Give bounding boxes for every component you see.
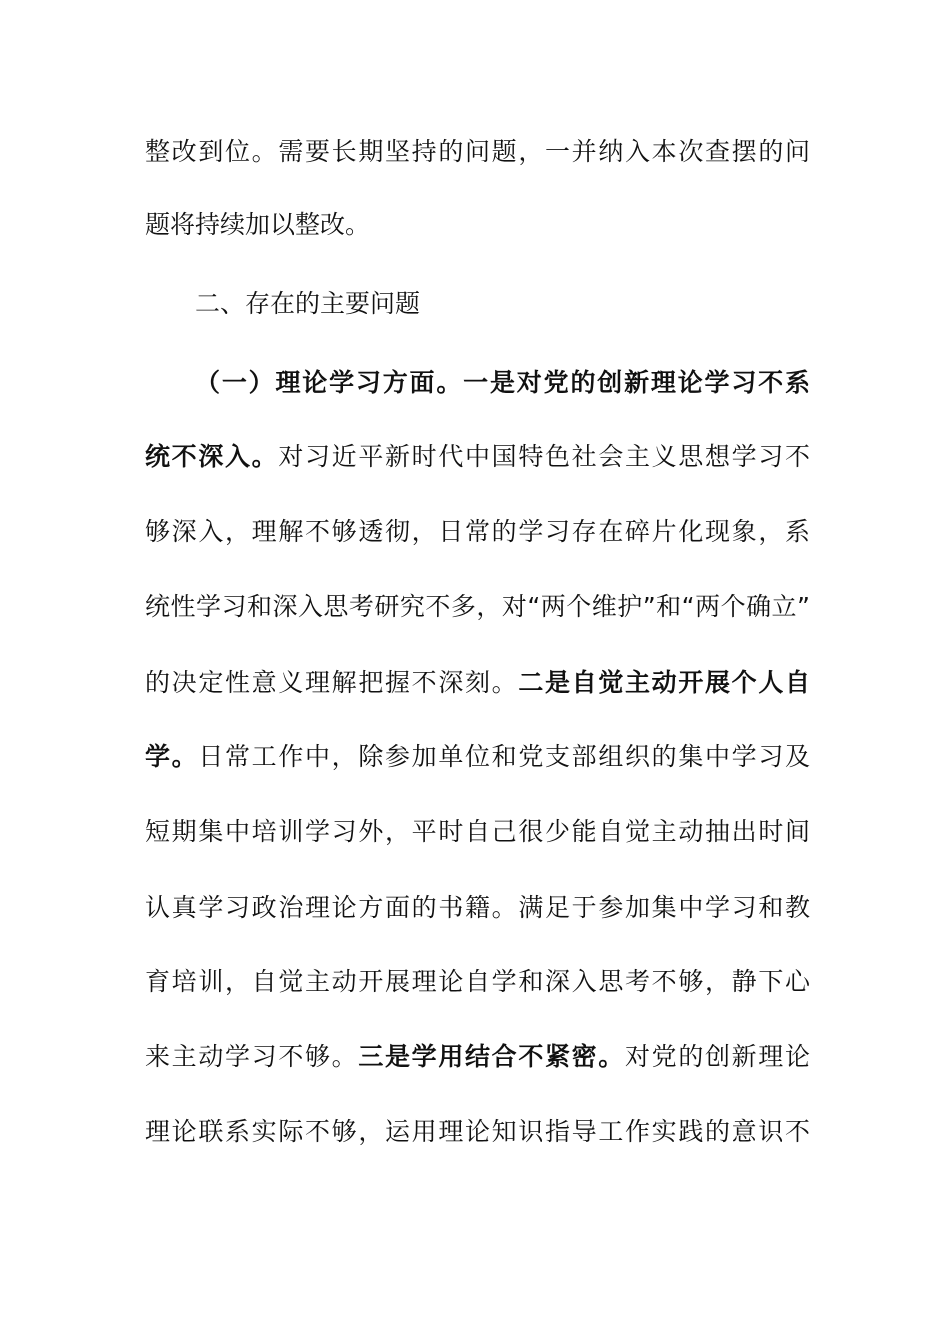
text-run: 认真学习政治理论方面的书籍。满足于参加集中学习和教 bbox=[145, 893, 810, 922]
text-line-12 bbox=[145, 962, 810, 1002]
text-line-9 bbox=[145, 737, 810, 777]
bold-text-run: （一）理论学习方面。一是对党的创新理论学习不系 bbox=[195, 368, 810, 397]
text-line-2 bbox=[145, 205, 810, 245]
heading-text: 二、存在的主要问题 bbox=[195, 289, 421, 318]
text-run: 育培训，自觉主动开展理论自学和深入思考不够，静下心 bbox=[145, 967, 810, 996]
bold-text-run: 三是学用结合不紧密。 bbox=[358, 1042, 625, 1071]
text-line-8 bbox=[145, 663, 810, 703]
text-run: 的决定性意义理解把握不深刻。 bbox=[145, 668, 519, 697]
section-heading bbox=[195, 284, 810, 324]
text-line-6 bbox=[145, 512, 810, 552]
text-line-10 bbox=[145, 812, 810, 852]
text-run: 对党的创新理论 bbox=[624, 1042, 810, 1071]
text-run: 日常工作中，除参加单位和党支部组织的集中学习及 bbox=[198, 742, 810, 771]
text-line-14 bbox=[145, 1112, 810, 1152]
text-line-5 bbox=[145, 437, 810, 477]
text-run: 短期集中培训学习外，平时自己很少能自觉主动抽出时间 bbox=[145, 817, 810, 846]
text-run: 统性学习和深入思考研究不多，对“两个维护”和“两个确立” bbox=[145, 592, 810, 621]
bold-text-run: 二是自觉主动开展个人自 bbox=[518, 668, 810, 697]
text-line-13 bbox=[145, 1037, 810, 1077]
text-line-1 bbox=[145, 132, 810, 172]
bold-text-run: 学。 bbox=[145, 742, 199, 771]
text-line-7 bbox=[145, 587, 810, 627]
bold-text-run: 统不深入。 bbox=[145, 442, 279, 471]
subsection-heading-line bbox=[195, 363, 810, 403]
text-run: 够深入，理解不够透彻，日常的学习存在碎片化现象，系 bbox=[145, 517, 810, 546]
text-line-11 bbox=[145, 888, 810, 928]
text-run: 题将持续加以整改。 bbox=[145, 210, 371, 239]
text-run: 整改到位。需要长期坚持的问题，一并纳入本次查摆的问 bbox=[145, 137, 810, 166]
text-run: 来主动学习不够。 bbox=[145, 1042, 359, 1071]
text-run: 对习近平新时代中国特色社会主义思想学习不 bbox=[278, 442, 810, 471]
text-run: 理论联系实际不够，运用理论知识指导工作实践的意识不 bbox=[145, 1117, 810, 1146]
